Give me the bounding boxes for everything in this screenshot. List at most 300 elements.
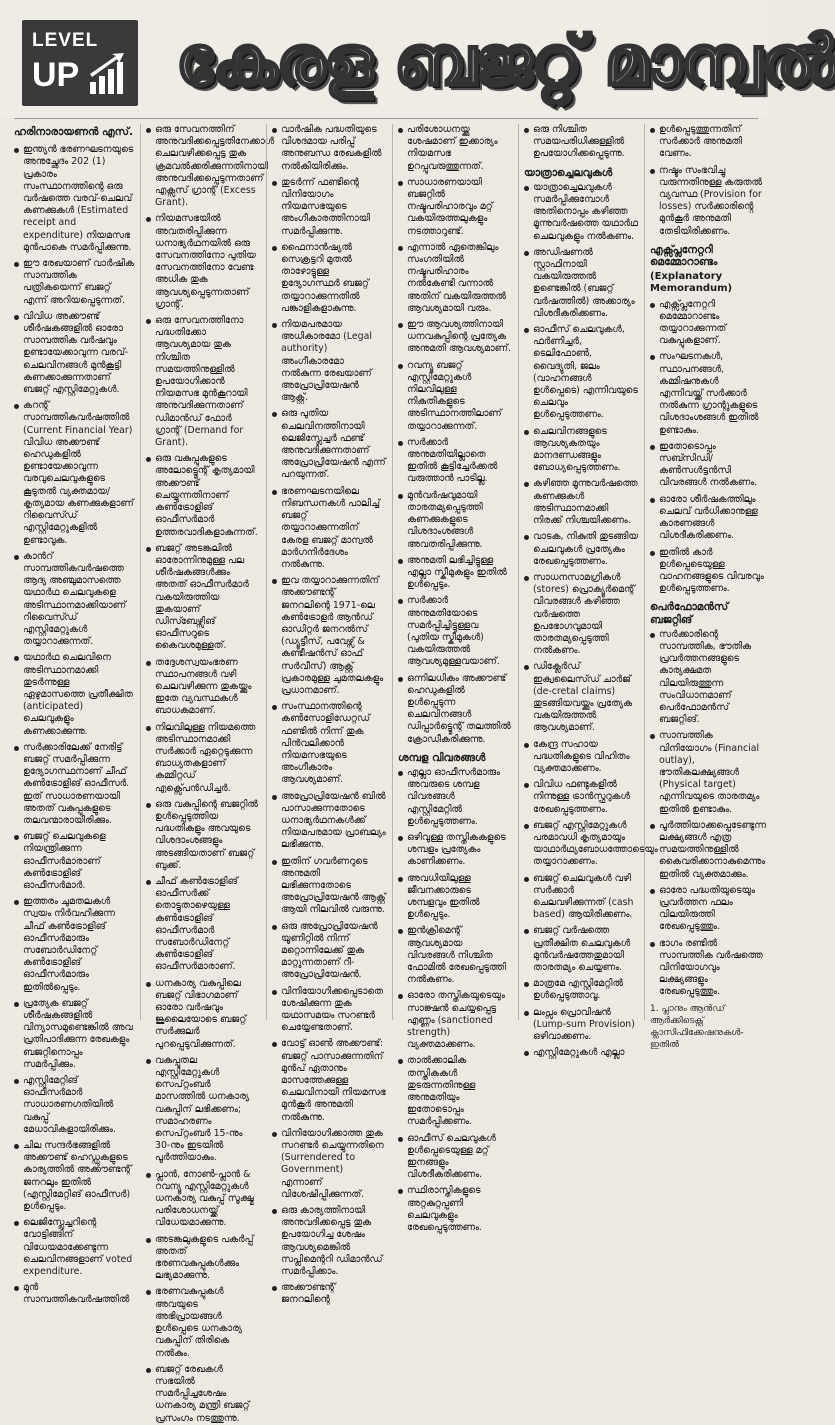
bullet-text: കഴിഞ്ഞ മൂന്നുവർഷത്തെ കണക്കുകൾ അടിസ്ഥാനമാക്കി നിരക്ക് നിശ്ചയിക്കണം. (533, 478, 638, 527)
bullet-dot-icon (398, 559, 403, 564)
bullet-paragraph (650, 629, 764, 727)
bullet-paragraph (398, 555, 512, 592)
bullet-dot-icon (14, 1002, 19, 1007)
bullet-paragraph (524, 426, 638, 475)
bullet-paragraph (524, 1047, 638, 1059)
bullet-text: ചെലവിനങ്ങളുടെ ആവശ്യകതയും മാനദണ്ഡങ്ങളും ബോധ്യപ്പെടുത്തണം. (533, 425, 621, 474)
bullet-dot-icon (650, 303, 655, 308)
page-title: കേരള ബജറ്റ് മാന്വൽ (176, 22, 835, 101)
bullet-dot-icon (650, 824, 655, 829)
bullet-paragraph (398, 1133, 512, 1182)
bullet-paragraph (146, 1364, 260, 1425)
bullet-text: ഇതിന് ഗവർണറുടെ അനുമതി ലഭിക്കുന്നതോടെ അപ്രോപ്രിയേഷൻ ആക്റ്റ് ആയി നിലവിൽ വരുന്നു. (281, 855, 386, 916)
bullet-dot-icon (14, 656, 19, 661)
bullet-text: സാധാരണയായി ബജറ്റിൽ നഷ്ടപരിഹാരവും മറ്റ് വകയിരുത്തലുകളും നടത്താറുണ്ട്. (407, 176, 493, 237)
bullet-dot-icon (272, 1042, 277, 1047)
bullet-dot-icon (146, 128, 151, 133)
bullet-dot-icon (14, 555, 19, 560)
bullet-paragraph (398, 990, 512, 1051)
bullet-paragraph (650, 299, 764, 348)
bullet-dot-icon (650, 734, 655, 739)
article-body (14, 124, 766, 1424)
bullet-paragraph (14, 1282, 134, 1306)
bullet-text: എന്നാൽ ഏതെങ്കിലും സംഗതിയിൽ നഷ്ടപരിഹാരം നൽകേണ്ടി വന്നാൽ അതിന് വകയിരുത്തൽ ആവശ്യമായി വരും. (407, 241, 506, 314)
bullet-text: ഇൻക്രിമെന്റ് ആവശ്യമായ വിവരങ്ങൾ നിശ്ചിത ഫോമിൽ രേഖപ്പെടുത്തി നൽകണം. (407, 925, 507, 986)
bullet-dot-icon (524, 743, 529, 748)
bullet-paragraph (524, 324, 638, 422)
bullet-dot-icon (146, 319, 151, 324)
bullet-text: നിലവിലുള്ള നിയമത്തെ അടിസ്ഥാനമാക്കി സർക്കാർ ഏറ്റെടുക്കുന്ന ബാധ്യതകളാണ് കമ്മിറ്റഡ് എക്സ്പെൻഡിച്ചർ. (155, 721, 256, 794)
bullet-paragraph (146, 876, 260, 974)
bullet-paragraph (398, 490, 512, 551)
bullet-paragraph (272, 408, 386, 481)
bullet-text: ഒഴിവുള്ള തസ്തികകളുടെ ശമ്പളം പ്രത്യേകം കാണിക്കണം. (407, 831, 506, 868)
bullet-text: എക്സ്പ്ലനേറ്ററി മെമ്മോറാണ്ടം തയ്യാറാക്കുന്നത് വകുപ്പുകളാണ്. (659, 298, 727, 347)
bullet-dot-icon (272, 1209, 277, 1214)
bullet-paragraph (272, 791, 386, 852)
bullet-dot-icon (524, 824, 529, 829)
bullet-text: ഭരണവകുപ്പുകൾ അവയുടെ അഭിപ്രായങ്ങൾ ഉൾപ്പെടെ ധനകാര്യ വകുപ്പിന് തിരികെ നൽകും. (155, 1286, 243, 1359)
bullet-dot-icon (398, 994, 403, 999)
bullet-paragraph (650, 730, 764, 815)
bullet-paragraph (650, 938, 764, 999)
bullet-paragraph (146, 1286, 260, 1359)
bullet-paragraph (524, 925, 638, 974)
bullet-text: ഇവ തയ്യാറാക്കുന്നതിന് അക്കൗണ്ടന്റ് ജനറലിന്റെ 1971-ലെ കൺട്രോളർ ആൻഡ് ഓഡിറ്റർ ജനറൽസ് (ഡ്യൂട്ടീസ്, പവേഴ്സ് & കണ്ടീഷൻസ് ഓഫ് സർവീസ്) ആക്റ്റ് പ്രകാരമുള്ള ചുമതലകളും പ്രധാനമാണ്. (281, 575, 384, 696)
bullet-dot-icon (146, 803, 151, 808)
bullet-dot-icon (146, 1290, 151, 1295)
bullet-paragraph (272, 124, 386, 173)
bullet-text: വകുപ്പുതല എസ്റ്റിമേറ്റുകൾ സെപ്റ്റംബർ മാസത്തിൽ ധനകാര്യ വകുപ്പിന് ലഭിക്കണം; സമാഹരണം സെപ്റ്റംബർ 15-നും 30-നും ഇടയിൽ പൂർത്തിയാകും. (155, 1054, 250, 1164)
bullet-paragraph (14, 144, 134, 254)
bullet-paragraph (272, 1205, 386, 1278)
bullet-text: സാമ്പത്തിക വിനിയോഗം (Financial outlay), ഭൗതികലക്ഷ്യങ്ങൾ (Physical target) എന്നിവയുടെ താരതമ്യം ഇതിൽ ഉണ്ടാകും. (659, 730, 760, 815)
bullet-dot-icon (146, 726, 151, 731)
bullet-paragraph (146, 213, 260, 311)
bullet-text: സർക്കാരിന്റെ സാമ്പത്തിക, ഭൗതിക പ്രവർത്തനങ്ങളുടെ കാര്യക്ഷമത വിലയിരുത്തുന്ന സംവിധാനമാണ് പെർഫോമൻസ് ബജറ്റിങ്. (659, 628, 752, 726)
bullet-paragraph (146, 978, 260, 1051)
bullet-text: മുൻവർഷവുമായി താരതമ്യപ്പെടുത്തി കണക്കുകളുടെ വിശദാംശങ്ങൾ അവതരിപ്പിക്കുന്നു. (407, 489, 483, 550)
bullet-paragraph (398, 360, 512, 433)
section-heading-salary: ശമ്പള വിവരങ്ങൾ (398, 751, 486, 764)
bullet-text: അവധിയിലുള്ള ജീവനക്കാരുടെ ശമ്പളവും ഇതിൽ ഉൾപ്പെടും. (407, 872, 480, 921)
bullet-list (650, 124, 764, 238)
bullet-dot-icon (272, 412, 277, 417)
bullet-dot-icon (398, 128, 403, 133)
bullet-dot-icon (14, 404, 19, 409)
bullet-text: ചില സന്ദർഭങ്ങളിൽ അക്കൗണ്ട് ഹെഡ്ഡുകളുടെ കാര്യത്തിൽ അക്കൗണ്ടന്റ് ജനറലും ഇതിൽ (എസ്റ്റിമേറ്റിങ് ഓഫീസർ) ഉൾപ്പെടും. (23, 1140, 132, 1213)
bullet-dot-icon (14, 835, 19, 840)
bullet-paragraph (146, 657, 260, 718)
bullet-text: വാടക, നികുതി തുടങ്ങിയ ചെലവുകൾ പ്രത്യേകം രേഖപ്പെടുത്തണം. (533, 531, 638, 567)
bullet-text: ഓരോ ശീർഷകത്തിലും ചെലവ് വർധിക്കാനുള്ള കാരണങ്ങൾ വിശദീകരിക്കണം. (659, 493, 758, 542)
bullet-dot-icon (272, 990, 277, 995)
bullet-text: എസ്റ്റിമേറ്റുകൾ എല്ലാ (533, 1047, 625, 1059)
bullet-text: ഭാഗം രണ്ടിൽ സാമ്പത്തിക വർഷത്തെ വിനിയോഗവും ലക്ഷ്യങ്ങളും രേഖപ്പെടുത്തും. (659, 937, 763, 998)
bullet-dot-icon (272, 705, 277, 710)
bullet-text: സംസ്ഥാനത്തിന്റെ കൺസോളിഡേറ്റഡ് ഫണ്ടിൽ നിന്ന് തുക പിൻവലിക്കാൻ നിയമസഭയുടെ അംഗീകാരം ആവശ്യമാണ്. (281, 701, 370, 786)
bullet-text: ഈ രേഖയാണ് വാർഷിക സാമ്പത്തിക പത്രികയെന്ന് ബജറ്റ് എന്ന് അറിയപ്പെടുന്നത്. (23, 258, 134, 306)
bullet-dot-icon (524, 251, 529, 256)
bullet-dot-icon (14, 148, 19, 153)
bullet-text: വിവിധ അക്കൗണ്ട് ശീർഷകങ്ങളിൽ ഓരോ സാമ്പത്തിക വർഷവും ഉണ്ടായേക്കാവുന്ന വരവ്-ചെലവിനങ്ങൾ മുൻകൂട്ടി കണക്കാക്കുന്നതാണ് ബജറ്റ് എസ്റ്റിമേറ്റുകൾ. (23, 310, 129, 396)
bullet-text: ബജറ്റ് ചെലവുകൾ വഴി സർക്കാർ ചെലവഴിക്കുന്നത് (cash based) ആയിരിക്കണം. (533, 872, 634, 921)
bullet-paragraph (14, 1140, 134, 1213)
bullet-dot-icon (272, 1286, 277, 1291)
bullet-dot-icon (14, 1286, 19, 1291)
bullet-dot-icon (146, 1059, 151, 1064)
bullet-paragraph (398, 767, 512, 828)
bullet-dot-icon (524, 877, 529, 882)
bullet-paragraph (650, 165, 764, 238)
bullet-paragraph (272, 1128, 386, 1201)
bullet-text: ഉൾപ്പെടുത്തുന്നതിന് സർക്കാർ അനുമതി വേണം. (659, 124, 742, 160)
bullet-paragraph (398, 832, 512, 869)
bullet-dot-icon (398, 441, 403, 446)
bullet-text: സർക്കാർ അനുമതിയില്ലാതെ ഇതിൽ കൂട്ടിച്ചേർക്കൽ വരുത്താൻ പാടില്ല. (407, 436, 498, 485)
bullet-paragraph (524, 247, 638, 320)
bullet-paragraph (14, 258, 134, 307)
bullet-text: വിനിയോഗിക്കാത്ത തുക സറണ്ടർ ചെയ്യുന്നതിനെ (Surrendered to Government) എന്നാണ് വിശേഷിപ്പിക്കുന്നത്. (281, 1127, 384, 1200)
bullet-paragraph (524, 978, 638, 1002)
bullet-paragraph (650, 885, 764, 934)
bullet-paragraph (272, 242, 386, 315)
bullet-paragraph (146, 1169, 260, 1230)
bullet-text: ഒരു വകുപ്പുകളുടെ അലോട്ട്മെന്റ് കൃത്യമായി അക്കൗണ്ട് ചെയ്യുന്നതിനാണ് കൺട്രോളിങ് ഓഫീസർമാർ ഉത്തരവാദികളാകുന്നത്. (155, 453, 258, 538)
bullet-text: അപ്രോപ്രിയേഷൻ ബിൽ പാസാക്കുന്നതോടെ ധനാഭ്യർഥനകൾക്ക് നിയമപരമായ പ്രാബല്യം ലഭിക്കുന്നു. (281, 790, 386, 851)
bullet-dot-icon (398, 1059, 403, 1064)
bullet-dot-icon (524, 430, 529, 435)
bullet-paragraph (524, 1007, 638, 1044)
bullet-paragraph (146, 722, 260, 795)
bullet-paragraph (524, 478, 638, 527)
bullet-paragraph (524, 873, 638, 922)
bullet-paragraph (524, 819, 658, 869)
section-heading-travel: യാത്രാച്ചെലവുകൾ (524, 166, 613, 179)
bullet-list (524, 124, 638, 161)
bullet-dot-icon (146, 547, 151, 552)
bullet-text: ഫൈനാൻഷ്യൽ സെക്രട്ടറി മുതൽ താഴോട്ടുള്ള ഉദ്യോഗസ്ഥർ ബജറ്റ് തയ്യാറാക്കുന്നതിൽ പങ്കാളികളാകുന്നു. (281, 241, 369, 314)
bullet-paragraph (272, 1282, 386, 1306)
bullet-dot-icon (524, 328, 529, 333)
bullet-text: തദ്ദേശസ്വയംഭരണ സ്ഥാപനങ്ങൾ വഴി ചെലവഴിക്കുന്ന തുകയ്ക്കും ഇതേ വ്യവസ്ഥകൾ ബാധകമാണ്. (155, 656, 252, 717)
level-up-badge (22, 20, 138, 106)
bullet-text: ഒരു വകുപ്പിന്റെ ബജറ്റിൽ ഉൾപ്പെടുത്തിയ പദ്ധതികളും അവയുടെ വിശദാംശങ്ങളും അടങ്ങിയതാണ് ബജറ്റ് ബുക്ക്. (155, 798, 258, 871)
bullet-text: ഇത്തരം ചുമതലകൾ സ്വയം നിർവഹിക്കുന്ന ചീഫ് കൺട്രോളിങ് ഓഫീസർമാരും സബോർഡിനേറ്റ് കൺട്രോളിങ് ഓഫീസർമാരും ഇതിൽപ്പെടും. (23, 896, 115, 993)
bullet-paragraph (398, 873, 512, 922)
bullet-text: കറന്റ് സാമ്പത്തികവർഷത്തിൽ (Current Financial Year) വിവിധ അക്കൗണ്ട് ഹെഡുകളിൽ ഉണ്ടായേക്കാവുന്ന വരവുചെലവുകളുടെ കൂടുതൽ വ്യക്തമായ/കൃത്യമായ കണക്കുകളാണ് റിവൈസ്ഡ് എസ്റ്റിമേറ്റുകളിൽ ഉണ്ടാവുക. (23, 400, 134, 546)
bullet-dot-icon (650, 942, 655, 947)
bullet-dot-icon (398, 323, 403, 328)
bullet-dot-icon (146, 880, 151, 885)
bullet-dot-icon (14, 746, 19, 751)
bullet-dot-icon (524, 929, 529, 934)
bullet-text: ഒരു അപ്രോപ്രിയേഷൻ യൂണിറ്റിൽ നിന്ന് മറ്റൊന്നിലേക്ക് തുക മാറ്റുന്നതാണ് റീ-അപ്രോപ്രിയേഷൻ. (281, 920, 378, 981)
bullet-paragraph (398, 437, 512, 486)
bullet-dot-icon (272, 246, 277, 251)
bullet-paragraph (146, 1055, 260, 1165)
bullet-dot-icon (398, 877, 403, 882)
bullet-text: ഓഫീസ് ചെലവുകൾ, ഫർണിച്ചർ, ടെലിഫോൺ, വൈദ്യുതി, ജലം (വാഹനങ്ങൾ ഉൾപ്പെടെ) എന്നിവയുടെ ചെലവും ഉൾപ്പെടുത്തണം. (533, 324, 638, 421)
bullet-paragraph (146, 315, 260, 449)
bullet-dot-icon (524, 482, 529, 487)
bullet-text: ഒരു കാര്യത്തിനായി അനുവദിക്കപ്പെട്ട തുക ഉപയോഗിച്ച ശേഷം ആവശ്യമെങ്കിൽ സപ്ലിമെന്ററി ഡിമാൻഡ് സമർപ്പിക്കാം. (281, 1205, 383, 1278)
bullet-paragraph (650, 351, 764, 436)
bullet-paragraph (398, 1055, 512, 1128)
bullet-dot-icon (272, 860, 277, 865)
bullet-text: ഇതോടൊപ്പം സബ്സിഡി/കൺസൾട്ടൻസി വിവരങ്ങൾ നൽകണം. (659, 440, 758, 489)
bullet-dot-icon (14, 900, 19, 905)
bullet-text: ബജറ്റ് ചെലവുകളെ നിയന്ത്രിക്കുന്ന ഓഫീസർമാരാണ് കൺട്രോളിങ് ഓഫീസർമാർ. (23, 831, 106, 891)
bullet-dot-icon (398, 246, 403, 251)
bullet-text: ഒരു നിശ്ചിത സമയപരിധിക്കുള്ളിൽ ഉപയോഗിക്കപ്പെടുന്നു. (533, 124, 625, 160)
bullet-paragraph (272, 486, 386, 571)
bullet-text: ബജറ്റ് എസ്റ്റിമേറ്റുകൾ പരമാവധി കൃത്യമായും യാഥാർഥ്യബോധത്തോടെയും തയ്യാറാക്കണം. (533, 819, 658, 868)
bullet-dot-icon (146, 1238, 151, 1243)
bullet-paragraph (524, 572, 638, 657)
bullet-paragraph (272, 921, 386, 982)
bullet-paragraph (14, 896, 134, 994)
bullet-dot-icon (272, 925, 277, 930)
bullet-paragraph (398, 925, 512, 986)
bullet-text: അനുമതി ലഭിച്ചിട്ടുള്ള എല്ലാ സ്കീമുകളും ഇതിൽ ഉൾപ്പെടും. (407, 554, 507, 591)
bullet-paragraph (524, 124, 638, 161)
bullet-dot-icon (14, 315, 19, 320)
bullet-list (398, 767, 512, 1234)
bullet-text: ഒരു സേവനത്തിന് അനുവദിക്കപ്പെട്ടതിനേക്കാൾ ചെലവഴിക്കപ്പെട്ട തുക ക്രമവൽക്കരിക്കുന്നതിനായി അനുവദിക്കപ്പെടുന്നതാണ് എക്സസ് ഗ്രാന്റ് (Excess Grant). (155, 124, 275, 209)
bullet-paragraph (14, 652, 134, 737)
bullet-paragraph (146, 799, 260, 872)
bullet-dot-icon (272, 579, 277, 584)
bullet-text: അഡിഷണൽ സ്റ്റാഫിനായി വകയിരുത്തൽ ഉണ്ടെങ്കിൽ (ബജറ്റ് വർഷത്തിൽ) അക്കാര്യം വിശദീകരിക്കണം. (533, 246, 635, 319)
bullet-dot-icon (272, 1132, 277, 1137)
bullet-paragraph (524, 661, 638, 734)
bullet-paragraph (272, 701, 386, 786)
bullet-paragraph (524, 779, 638, 816)
bullet-paragraph (14, 998, 134, 1071)
column-3 (266, 124, 390, 1306)
bullet-paragraph (650, 547, 764, 596)
bullet-text: പ്രത്യേക ബജറ്റ് ശീർഷകങ്ങളിൽ വിന്യാസമുണ്ടെങ്കിൽ അവ പ്രതിപാദിക്കുന്ന രേഖകളും ബജറ്റിനൊപ്പം സമർപ്പിക്കും. (23, 997, 133, 1070)
bullet-paragraph (398, 319, 512, 356)
bullet-dot-icon (398, 929, 403, 934)
bullet-text: പരിശോധനയ്ക്കു ശേഷമാണ് ഇക്കാര്യം നിയമസഭ ഉറപ്പുവരുത്തുന്നത്. (407, 124, 498, 172)
bullet-dot-icon (650, 445, 655, 450)
bullet-text: വിനിയോഗിക്കപ്പെടാതെ ശേഷിക്കുന്ന തുക യഥാസമയം സറണ്ടർ ചെയ്യേണ്ടതാണ്. (281, 985, 383, 1034)
bullet-dot-icon (650, 551, 655, 556)
bullet-text: ഒന്നിലധികം അക്കൗണ്ട് ഹെഡുകളിൽ ഉൾപ്പെടുന്ന ചെലവിനങ്ങൾ ഡിപ്പാർട്ട്മെന്റ് തലത്തിൽ ക്രോഡീകരിക്കുന്നു. (407, 672, 511, 745)
bullet-dot-icon (650, 128, 655, 133)
bullet-dot-icon (146, 1368, 151, 1373)
bullet-dot-icon (398, 836, 403, 841)
bullet-paragraph (398, 673, 512, 746)
author-byline: ഹരിനാരായണൻ എസ്. (14, 126, 134, 138)
bullet-dot-icon (650, 355, 655, 360)
column-2 (140, 124, 275, 1424)
bullet-text: സംഘടനകൾ, സ്ഥാപനങ്ങൾ, കമ്മിഷനുകൾ എന്നിവയ്ക്ക് സർക്കാർ നൽകുന്ന ഗ്രാന്റുകളുടെ വിശദാംശങ്ങൾ ഇതിൽ ഉണ്ടാകും. (659, 351, 759, 436)
bullet-text: വിവിധ ഫണ്ടുകളിൽ നിന്നുള്ള ട്രാൻസ്ഫറുകൾ രേഖപ്പെടുത്തണം. (533, 779, 630, 815)
bullet-dot-icon (398, 364, 403, 369)
bullet-dot-icon (272, 795, 277, 800)
bullet-text: പ്ലാൻ, നോൺ-പ്ലാൻ & റവന്യൂ എസ്റ്റിമേറ്റുകൾ ധനകാര്യ വകുപ്പ് സൂക്ഷ്മ പരിശോധനയ്ക്ക് വിധേയമാക്കുന്നു. (155, 1168, 254, 1229)
bullet-text: സാധനസാമഗ്രികൾ (stores) പ്രൊക്യൂർമെന്റ് വിവരങ്ങൾ കഴിഞ്ഞ വർഷത്തെ ഉപഭോഗവുമായി താരതമ്യപ്പെടുത്തി നൽകണം. (533, 571, 636, 657)
section-heading-explanatory-en: (Explanatory Memorandum) (650, 271, 733, 295)
bullet-text: അക്കൗണ്ടന്റ് ജനറലിന്റെ (281, 1282, 336, 1306)
bullet-text: ഇന്ത്യൻ ഭരണഘടനയുടെ അനുച്ഛേദം 202 (1) പ്രകാരം സംസ്ഥാനത്തിന്റെ ഒരു വർഷത്തെ വരവ്-ചെലവ് കണക്കുകൾ (Estimated receipt and expenditure) നിയമസഭ മുൻപാകെ സമർപ്പിക്കുന്നു. (23, 144, 134, 253)
bullet-dot-icon (146, 982, 151, 987)
bullet-paragraph (14, 742, 134, 827)
bullet-dot-icon (524, 783, 529, 788)
bullet-list (398, 124, 512, 746)
bullet-text: അടങ്കലുകളുടെ പകർപ്പ് അതത് ഭരണവകുപ്പുകൾക്കും ലഭ്യമാക്കുന്നു. (155, 1233, 254, 1282)
bullet-paragraph (650, 441, 764, 490)
bullet-text: നിയമപരമായ അധികാരമോ (Legal authority) അംഗീകാരമോ നൽകുന്ന രേഖയാണ് അപ്രോപ്രിയേഷൻ ആക്റ്റ്. (281, 319, 372, 404)
badge-up-text: UP (32, 56, 80, 94)
bullet-paragraph (398, 595, 512, 668)
bullet-list (146, 124, 275, 1425)
bullet-dot-icon (272, 128, 277, 133)
bullet-dot-icon (146, 661, 151, 666)
bullet-dot-icon (272, 490, 277, 495)
bullet-dot-icon (398, 771, 403, 776)
bullet-paragraph (398, 242, 512, 315)
column-1 (14, 124, 138, 1306)
bullet-text: നഷ്ടം സംഭവിച്ചു വരുന്നതിനുള്ള കരുതൽ വ്യവസ്ഥ (Provision for losses) സർക്കാരിൻ്റെ മുൻകൂർ അനുമതി തേടിയിരിക്കണം. (659, 164, 762, 237)
bullet-paragraph (14, 551, 134, 649)
bullet-dot-icon (146, 217, 151, 222)
column-6 (644, 124, 766, 1051)
bullet-text: എല്ലാ ഓഫീസർമാരും അവരുടെ ശമ്പള വിവരങ്ങൾ എസ്റ്റിമേറ്റിൽ ഉൾപ്പെടുത്തണം. (407, 766, 500, 827)
bullet-dot-icon (524, 535, 529, 540)
bullet-dot-icon (398, 1137, 403, 1142)
bullet-text: സർക്കാരിലേക്ക് നേരിട്ട് ബജറ്റ് സമർപ്പിക്കുന്ന ഉദ്യോഗസ്ഥനാണ് ചീഫ് കൺട്രോളിങ് ഓഫീസർ. ഇത് സാധാരണയായി അതത് വകുപ്പുകളുടെ തലവന്മാരായിരിക്കും. (23, 741, 130, 826)
bullet-text: മുൻ സാമ്പത്തികവർഷത്തിൽ (23, 1282, 130, 1306)
bullet-dot-icon (398, 1189, 403, 1194)
bullet-text: ഡിക്ലേർഡ് ഇക്വലൈസ്ഡ് ചാർജ് (de-cretal claims) തുടങ്ങിയവയ്ക്കും പ്രത്യേക വകയിരുത്തൽ ആവശ്യമാണ്. (533, 661, 633, 734)
bullet-paragraph (650, 820, 764, 881)
bullet-paragraph (272, 1038, 386, 1123)
bullet-dot-icon (524, 128, 529, 133)
footnote: 1. പ്ലാനും ആൻഡ് ആർക്കിടെക്റ്റ് ക്ലാസിഫിക്കേഷനുകൾ- ഇതിൽ (650, 1003, 744, 1051)
bullet-paragraph (146, 453, 260, 538)
bullet-text: ഈ ആവശ്യത്തിനായി ധനവകുപ്പിന്റെ പ്രത്യേക അനുമതി ആവശ്യമാണ്. (407, 319, 511, 355)
bullet-text: ബജറ്റ് രേഖകൾ സഭയിൽ സമർപ്പിച്ചശേഷം ധനകാര്യ മന്ത്രി ബജറ്റ് പ്രസംഗം നടത്തുന്നു. (155, 1363, 250, 1424)
bullet-text: ചീഫ് കൺട്രോളിങ് ഓഫീസർക്ക് തൊട്ടുതാഴെയുള്ള കൺട്രോളിങ് ഓഫീസർമാർ സബോർഡിനേറ്റ് കൺട്രോളിങ് ഓഫീസർമാരാണ്. (155, 875, 238, 973)
bullet-dot-icon (524, 186, 529, 191)
bullet-text: ഇതിൽ കാർ ഉൾപ്പെടെയുള്ള വാഹനങ്ങളുടെ വിവരവും ഉൾപ്പെടുത്തണം. (659, 546, 764, 595)
bullet-text: ഒരു പുതിയ ചെലവിനത്തിനായി ലെജിസ്ലേച്ചർ ഫണ്ട് അനുവദിക്കുന്നതാണ് അപ്രോപ്രിയേഷൻ എന്ന് പറയുന്നത്. (281, 408, 386, 481)
bullet-text: ലെജിസ്ലേച്ചറിന്റെ വോട്ടിങ്ങിന് വിധേയമാക്കേണ്ടുന്ന ചെലവിനങ്ങളാണ് voted expenditure. (23, 1217, 133, 1278)
bullet-list (650, 299, 764, 596)
bullet-paragraph (650, 494, 764, 543)
bullet-dot-icon (650, 498, 655, 503)
bullet-dot-icon (272, 323, 277, 328)
bullet-paragraph (272, 319, 386, 404)
bullet-text: യാത്രാച്ചെലവുകൾ സമർപ്പിക്കുമ്പോൾ അതിനൊപ്പം കഴിഞ്ഞ മൂന്നുവർഷത്തെ യഥാർഥ ചെലവുകളും നൽകണം. (533, 181, 638, 242)
badge-level-text: LEVEL (32, 30, 99, 51)
bullet-paragraph (272, 575, 386, 697)
bullet-text: റവന്യൂ ബജറ്റ് എസ്റ്റിമേറ്റുകൾ നിലവിലുള്ള നികുതികളുടെ അടിസ്ഥാനത്തിലാണ് തയ്യാറാക്കുന്നത്. (407, 359, 502, 432)
bullet-dot-icon (524, 576, 529, 581)
bullet-dot-icon (398, 599, 403, 604)
section-heading-performance: പെർഫോമൻസ് ബജറ്റിങ് (650, 601, 729, 626)
bullet-text: ധനകാര്യ വകുപ്പിലെ ബജറ്റ് വിഭാഗമാണ് ഓരോ വർഷവും ജൂലൈയോടെ ബജറ്റ് സർക്കുലർ പുറപ്പെടുവിക്കുന്നത്. (155, 977, 247, 1050)
bullet-text: കാൻറ് സാമ്പത്തികവർഷത്തെ ആദ്യ അഞ്ചുമാസത്തെ യഥാർഥ ചെലവുകളെ അടിസ്ഥാനമാക്കിയാണ് റിവൈസ്ഡ് എസ്റ്റിമേറ്റുകൾ തയ്യാറാക്കുന്നത്. (23, 550, 126, 648)
bullet-text: ബജറ്റ് വർഷത്തെ പ്രതീക്ഷിത ചെലവുകൾ മുൻവർഷത്തേതുമായി താരതമ്യം ചെയ്യണം. (533, 925, 631, 973)
bullet-text: വോട്ട് ഓൺ അക്കൗണ്ട്: ബജറ്റ് പാസാക്കുന്നതിന് മുൻപ് ഏതാനും മാസത്തേക്കുള്ള ചെലവിനായി നിയമസഭ മുൻകൂർ അനുമതി നൽകുന്നു. (281, 1038, 386, 1123)
bullet-text: നിയമസഭയിൽ അവതരിപ്പിക്കുന്ന ധനാഭ്യർഥനയിൽ ഒരു സേവനത്തിനോ പുതിയ സേവനത്തിനോ വേണ്ട അധിക തുക ആവശ്യപ്പെടുന്നതാണ് ഗ്രാന്റ്. (155, 213, 256, 310)
bullet-text: കേന്ദ്ര സഹായ പദ്ധതികളുടെ വിഹിതം വ്യക്തമാക്കണം. (533, 738, 630, 774)
bullet-dot-icon (272, 181, 277, 186)
bullet-text: ബജറ്റ് അടങ്കലിൽ ഓരോന്നിനുമുള്ള പല ശീർഷകങ്ങൾക്കും അതത് ഓഫീസർമാർ വകയിരുത്തിയ തുകയാണ് ഡിസ്ബേഴ്സിങ് ഓഫീസറുടെ കൈവശമുള്ളത്. (155, 542, 249, 652)
page-header (0, 0, 835, 118)
bullet-text: വാർഷിക പദ്ധതിയുടെ വിശദമായ പരിപ്പ് അനുബന്ധ രേഖകളിൽ നൽകിയിരിക്കും. (281, 124, 382, 172)
rising-chart-icon (88, 52, 128, 96)
bullet-paragraph (524, 739, 638, 776)
bullet-dot-icon (398, 181, 403, 186)
bullet-paragraph (272, 177, 386, 238)
bullet-paragraph (146, 543, 260, 653)
bullet-paragraph (524, 531, 638, 568)
bullet-paragraph (524, 182, 638, 243)
bullet-dot-icon (14, 1144, 19, 1149)
column-4 (392, 124, 516, 1234)
bullet-dot-icon (650, 169, 655, 174)
bullet-dot-icon (14, 1079, 19, 1084)
header-divider (14, 118, 758, 119)
bullet-text: എസ്റ്റിമേറ്റിങ് ഓഫീസർമാർ സാധാരണഗതിയിൽ വകുപ്പ് മേധാവികളായിരിക്കും. (23, 1075, 116, 1135)
bullet-text: തുടർന്ന് ഫണ്ടിന്റെ വിനിയോഗം നിയമസഭയുടെ അംഗീകാരത്തിനായി സമർപ്പിക്കുന്നു. (281, 176, 371, 237)
section-heading-explanatory: എക്സ്പ്ലനേറ്ററി മെമ്മോറാണ്ടം (650, 243, 718, 269)
bullet-dot-icon (398, 494, 403, 499)
bullet-text: ഓരോ പദ്ധതിയുടെയും പ്രവർത്തന ഫലം വിലയിരുത്തി രേഖപ്പെടുത്തും. (659, 884, 755, 933)
bullet-text: ഓഫീസ് ചെലവുകൾ ഉൾപ്പെടെയുള്ള മറ്റ് ഇനങ്ങളും വിശദീകരിക്കണം. (407, 1132, 496, 1181)
bullet-paragraph (650, 124, 764, 161)
bullet-list (524, 181, 658, 1060)
bullet-text: യഥാർഥ ചെലവിനെ അടിസ്ഥാനമാക്കി തുടർന്നുള്ള ഏഴുമാസത്തെ പ്രതീക്ഷിത (anticipated) ചെലവുകളും കണക്കാക്കുന്നു. (23, 652, 133, 737)
bullet-list (650, 629, 764, 999)
column-5 (518, 124, 658, 1059)
bullet-text: ലംപ്സം പ്രൊവിഷൻ (Lump-sum Provision) ഒഴിവാക്കണം. (533, 1006, 635, 1043)
bullet-text: ഭരണഘടനയിലെ നിബന്ധനകൾ പാലിച്ച് ബജറ്റ് തയ്യാറാക്കുന്നതിന് കേരള ബജറ്റ് മാന്വൽ മാർഗനിർദേശം നൽകുന്നു. (281, 485, 380, 570)
bullet-paragraph (14, 1217, 134, 1278)
bullet-text: സർക്കാർ അനുമതിയോടെ സമർപ്പിച്ചിട്ടുള്ളവ (പുതിയ സ്കീമുകൾ) വകയിരുത്തൽ ആവശ്യമുള്ളവയാണ്. (407, 595, 500, 668)
bullet-paragraph (398, 1185, 512, 1234)
bullet-list (14, 144, 134, 1306)
bullet-paragraph (14, 831, 134, 892)
bullet-dot-icon (524, 982, 529, 987)
bullet-dot-icon (524, 1051, 529, 1056)
bullet-paragraph (398, 124, 512, 173)
bullet-dot-icon (398, 677, 403, 682)
bullet-paragraph (14, 400, 134, 546)
bullet-dot-icon (524, 665, 529, 670)
bullet-paragraph (14, 1075, 134, 1136)
bullet-dot-icon (146, 457, 151, 462)
bullet-text: സ്ഥിരാസ്തികളുടെ അറ്റകുറ്റപ്പണി ചെലവുകളും രേഖപ്പെടുത്തണം. (407, 1185, 482, 1234)
bullet-dot-icon (650, 633, 655, 638)
bullet-dot-icon (14, 1221, 19, 1226)
bullet-paragraph (14, 311, 134, 396)
bullet-dot-icon (146, 1173, 151, 1178)
bullet-dot-icon (524, 1011, 529, 1016)
bullet-dot-icon (650, 889, 655, 894)
bullet-paragraph (272, 986, 386, 1035)
bullet-text: മാത്രമേ എസ്റ്റിമേറ്റിൽ ഉൾപ്പെടുത്താവൂ. (533, 978, 623, 1002)
bullet-dot-icon (14, 262, 19, 267)
bullet-text: താൽക്കാലിക തസ്തികകൾ തുടരുന്നതിനുള്ള അനുമതിയും ഇതോടൊപ്പം സമർപ്പിക്കണം. (407, 1055, 476, 1128)
bullet-paragraph (146, 1234, 260, 1283)
